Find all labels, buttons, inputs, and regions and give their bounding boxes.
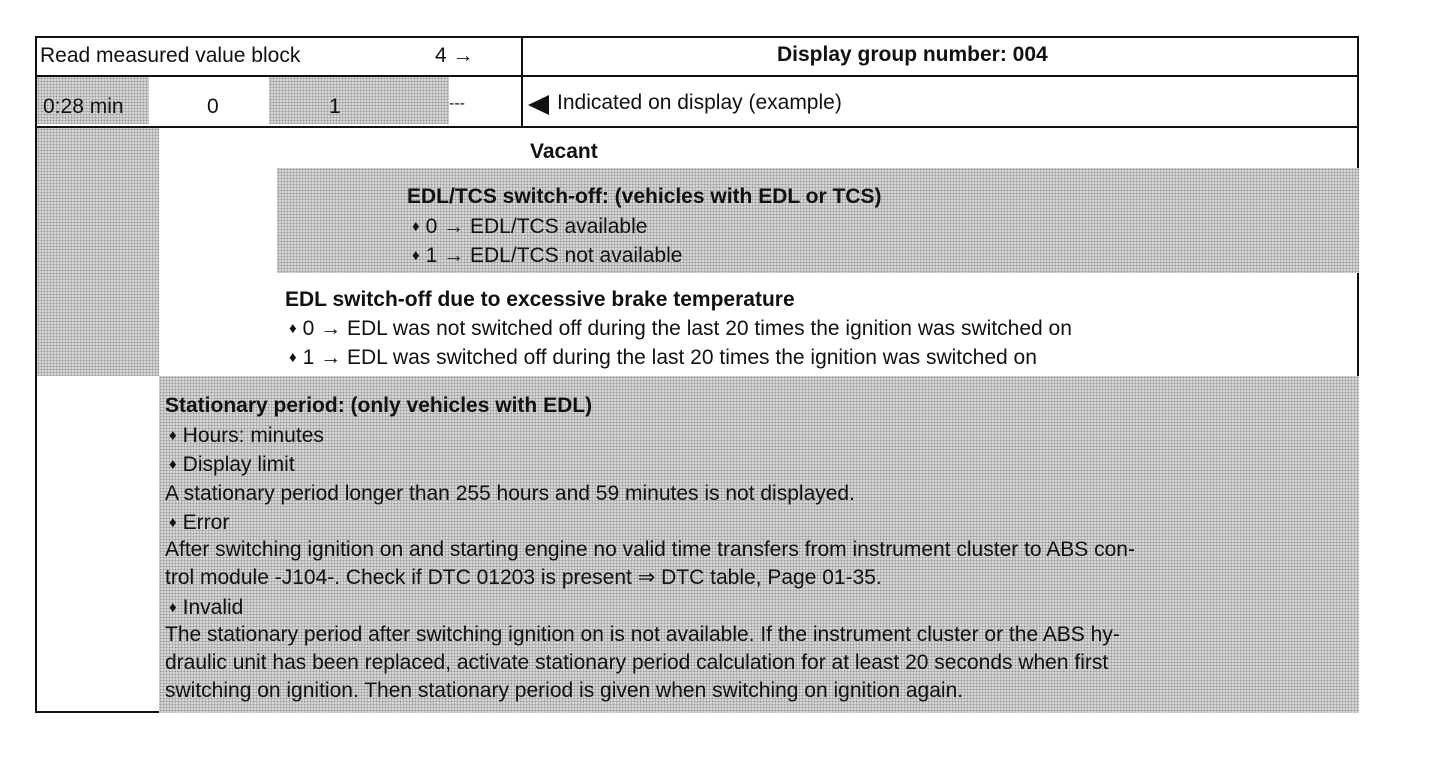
edl-tcs-title: EDL/TCS switch-off: (vehicles with EDL or TCS) [407,185,882,208]
field1-vacant: Vacant [530,140,598,163]
stationary-hours: ♦ Hours: minutes [169,422,324,452]
stationary-limit: ♦ Display limit [169,451,295,481]
block-number: 4 → [435,44,474,67]
field2-shade [269,77,449,124]
header-row-block [37,38,521,77]
edl-brake-item-0: ♦ 0 → EDL was not switched off during the last 20 times the ignition was switched on [289,315,1072,345]
time-value: 0:28 min [43,95,124,118]
field1-value: 0 [207,95,219,118]
edl-tcs-item-0: ♦ 0 → EDL/TCS available [412,213,647,243]
field-descriptions [37,128,1357,711]
stationary-invalid: ♦ Invalid [169,594,243,624]
stationary-limit-text: A stationary period longer than 255 hours and 59 minutes is not displayed. [165,482,855,505]
block-label: Read measured value block [40,44,301,67]
display-group-title: Display group number: 004 [777,43,1048,66]
stationary-invalid-text-3: switching on ignition. Then stationary period is given when switching on ignition again. [165,679,964,702]
indicator-row [521,75,1357,126]
stationary-error-text-2: trol module -J104-. Check if DTC 01203 is present ⇒ DTC table, Page 01-35. [165,566,882,589]
edl-brake-title: EDL switch-off due to excessive brake temperature [285,288,795,311]
header-right [521,38,1357,128]
edl-tcs-item-1: ♦ 1 → EDL/TCS not available [412,242,682,272]
stationary-invalid-text-2: draulic unit has been replaced, activate stationary period calculation for at least 20 seconds when first [165,651,1109,674]
stationary-title: Stationary period: (only vehicles with EDL) [165,394,593,417]
left-triangle-icon [528,95,550,115]
display-group-row [521,38,1357,77]
stationary-invalid-text-1: The stationary period after switching ignition on is not available. If the instrument cluster or the ABS hy- [165,623,1120,646]
edl-brake-item-1: ♦ 1 → EDL was switched off during the last 20 times the ignition was switched on [289,344,1037,374]
header-row-display-values [37,75,521,126]
stationary-error-text-1: After switching ignition on and starting engine no valid time transfers from instrument cluster to ABS con- [165,538,1135,561]
field1-column-shade [37,128,159,376]
measured-value-table [35,36,1359,713]
indicator-note: Indicated on display (example) [557,91,842,114]
field2-value: 1 [329,95,341,118]
field3-value: --- [449,95,465,112]
header-left [37,38,523,128]
stationary-error: ♦ Error [169,509,229,539]
